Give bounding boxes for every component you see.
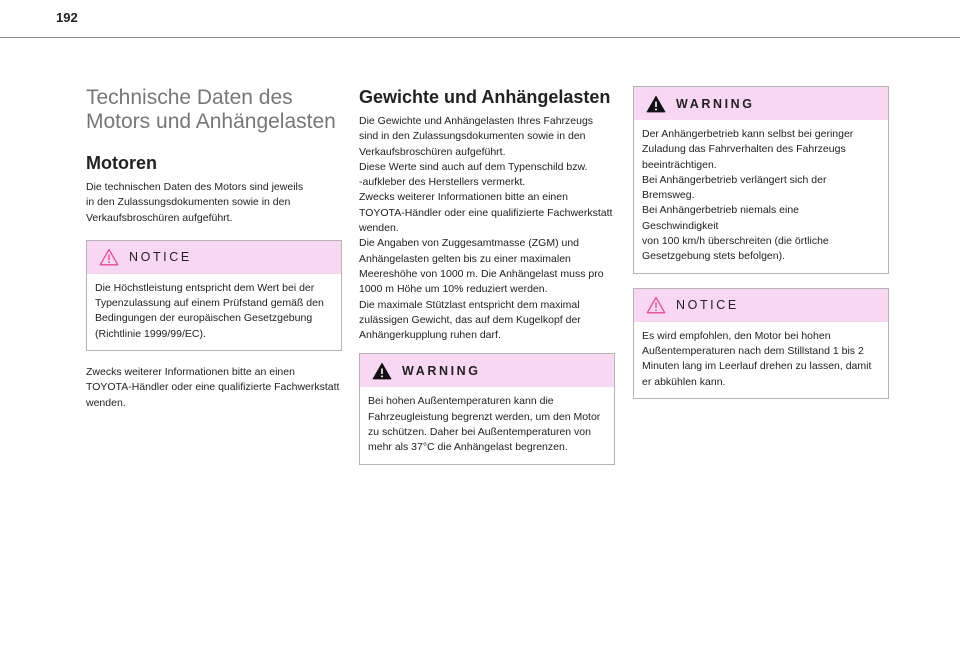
page-number: 192 [56, 10, 78, 25]
column-1 [86, 86, 342, 411]
header-rule [0, 37, 960, 38]
heading-motoren: Motoren [86, 153, 157, 173]
warning-header [634, 87, 888, 120]
notice-header [634, 289, 888, 322]
notice-title: NOTICE [129, 250, 192, 265]
warning-body: Der Anhängerbetrieb kann selbst bei geringer Zuladung das Fahrverhalten des Fahrzeugs beeinträchtigen. Bei Anhängerbetrieb verlängert sich der Bremsweg. Bei Anhängerbetrieb niemals eine Geschwindigkeit von 100 km/h überschreiten (die örtliche Gesetzgebung stets befolgen). [642, 128, 854, 263]
warning-body-container [634, 120, 888, 273]
notice-header [87, 241, 341, 274]
section-title: Technische Daten des Motors und Anhängelasten [86, 86, 336, 133]
notice-body-container [87, 274, 341, 350]
warning-header [360, 354, 614, 387]
warning-box-1 [359, 353, 615, 464]
notice-title: NOTICE [676, 298, 739, 313]
weights-text: Die Gewichte und Anhängelasten Ihres Fahrzeugs sind in den Zulassungsdokumenten sowie in den Verkaufsbroschüren aufgeführt. Diese Werte sind auch auf dem Typenschild bzw. -aufkleber des Herstellers vermerkt. Zwecks weiterer Informationen bitte an einen TOYOTA-Händler oder eine qualifizierte Fachwerkstatt wenden. Die Angaben von Zuggesamtmasse (ZGM) und Anhängelasten gelten bis zu einer maximalen Meereshöhe von 1000 m. Die Anhängelast muss pro 1000 m Höhe um 10% reduziert werden. Die maximale Stützlast entspricht dem maximal zulässigen Gewicht, das auf dem Kugelkopf der Anhängerkupplung ruhen darf. [359, 115, 613, 342]
notice-body-container [634, 322, 888, 398]
notice-box-2 [633, 288, 889, 399]
warning-outline-icon [99, 248, 119, 266]
warning-filled-icon [372, 362, 392, 380]
warning-body: Bei hohen Außentemperaturen kann die Fahrzeugleistung begrenzt werden, um den Motor zu schützen. Daher bei Außentemperaturen von mehr als 37°C die Anhängelast begrenzen. [368, 395, 601, 454]
outro-text: Zwecks weiterer Informationen bitte an einen TOYOTA-Händler oder eine qualifizierte Fachwerkstatt wenden. [86, 366, 340, 409]
column-3 [633, 86, 889, 399]
notice-body: Die Höchstleistung entspricht dem Wert bei der Typenzulassung auf einem Prüfstand gemäß den Bedingungen der europäischen Gesetzgebung (Richtlinie 1999/99/EC). [95, 281, 324, 340]
warning-box-2 [633, 86, 889, 274]
notice-body: Es wird empfohlen, den Motor bei hohen Außentemperaturen nach dem Stillstand 1 bis 2 Minuten lang im Leerlauf drehen zu lassen, damit er abkühlen kann. [642, 329, 872, 388]
heading-gewichte: Gewichte und Anhängelasten [359, 87, 611, 107]
warning-title: WARNING [402, 363, 481, 378]
intro-text: Die technischen Daten des Motors sind jeweils in den Zulassungsdokumenten sowie in den Verkaufsbroschüren aufgeführt. [86, 181, 304, 224]
warning-filled-icon [646, 95, 666, 113]
notice-box-1 [86, 240, 342, 351]
warning-outline-icon [646, 296, 666, 314]
column-2 [359, 86, 615, 465]
warning-title: WARNING [676, 96, 755, 111]
warning-body-container [360, 387, 614, 463]
